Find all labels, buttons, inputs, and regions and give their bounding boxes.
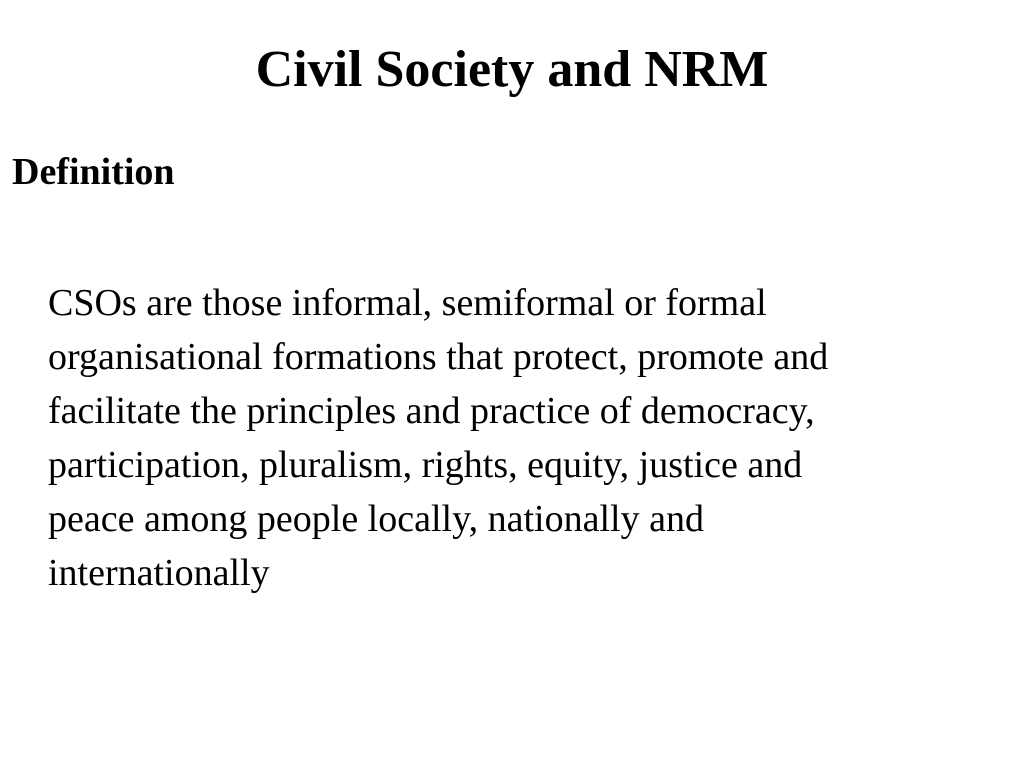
definition-line: peace among people locally, nationally and — [48, 498, 704, 540]
slide-title: Civil Society and NRM — [255, 41, 769, 98]
definition-heading: Definition — [12, 151, 175, 193]
definition-line: CSOs are those informal, semiformal or formal — [48, 282, 767, 324]
definition-line: organisational formations that protect, promote and — [48, 336, 829, 378]
definition-line: participation, pluralism, rights, equity, justice and — [48, 444, 803, 486]
definition-line: internationally — [48, 552, 270, 594]
definition-paragraph — [48, 276, 1008, 600]
definition-line: facilitate the principles and practice of democracy, — [48, 390, 815, 432]
